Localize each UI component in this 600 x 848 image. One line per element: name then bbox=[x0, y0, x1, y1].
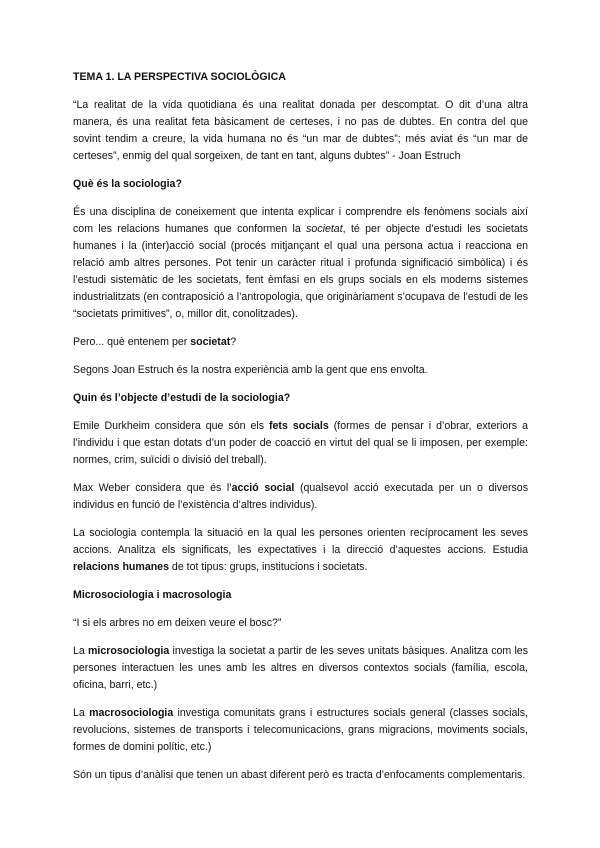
text: (qualsevol acció executada per un o diversos individus en funció de l’existència d’altres individus). bbox=[73, 482, 528, 511]
section-heading: Què és la sociologia? bbox=[73, 178, 182, 190]
bold-term: microsociologia bbox=[88, 645, 170, 657]
paragraph: “I si els arbres no em deixen veure el bosc?” bbox=[73, 617, 282, 629]
section-heading: Quin és l’objecte d’estudi de la sociologia? bbox=[73, 392, 291, 404]
document-title: TEMA 1. LA PERSPECTIVA SOCIOLÒGICA bbox=[73, 71, 286, 83]
opening-quote: “La realitat de la vida quotidiana és una realitat donada per descomptat. O dit d’una altra manera, és una realitat feta bàsicament de certeses, i no pas de dubtes. En contra del que sovint tendim a creure, la vida humana no és “un mar de dubtes”; més aviat és “un mar de certeses”, enmig del qual sorgeixen, de tant en tant, alguns dubtes” - Joan Estruch bbox=[73, 99, 528, 162]
paragraph bbox=[73, 643, 528, 694]
section-heading: Microsociologia i macrosologia bbox=[73, 589, 232, 601]
bold-term: acció social bbox=[231, 482, 295, 494]
document-page bbox=[73, 69, 528, 795]
bold-term: macrosociologia bbox=[89, 707, 174, 719]
text: Emile Durkheim considera que són els bbox=[73, 420, 269, 432]
paragraph bbox=[73, 334, 528, 351]
paragraph bbox=[73, 525, 528, 576]
bold-term: relacions humanes bbox=[73, 561, 169, 573]
paragraph bbox=[73, 204, 528, 323]
text: ? bbox=[230, 336, 237, 348]
paragraph bbox=[73, 480, 528, 514]
paragraph: Són un tipus d’anàlisi que tenen un abast diferent però es tracta d’enfocaments complementaris. bbox=[73, 769, 526, 781]
paragraph bbox=[73, 705, 528, 756]
text: investiga comunitats grans i estructures socials general (classes socials, revolucions, sistemes de transports i telecomunicacions, grans migracions, moviments socials, formes de domini polític, etc.) bbox=[73, 707, 528, 753]
text: investiga la societat a partir de les seves unitats bàsiques. Analitza com les persones interactuen les unes amb les altres en diversos contextos socials (família, escola, oficina, barri, etc.) bbox=[73, 645, 528, 691]
text: És una disciplina de coneixement que intenta explicar i comprendre els fenòmens socials així com les relacions humanes que conformen la bbox=[73, 206, 528, 235]
text: La sociologia contempla la situació en la qual les persones orienten recíprocament les seves accions. Analitza els significats, les expectatives i la direcció d’aquestes accions. Estudia bbox=[73, 527, 528, 556]
text: de tot tipus: grups, institucions i societats. bbox=[168, 561, 368, 573]
text: Max Weber considera que és l’ bbox=[73, 482, 232, 494]
text: Pero... què entenem per bbox=[73, 336, 191, 348]
bold-term: societat bbox=[190, 336, 231, 348]
paragraph: Segons Joan Estruch és la nostra experiència amb la gent que ens envolta. bbox=[73, 364, 428, 376]
text: La bbox=[73, 645, 89, 657]
text: (formes de pensar i d’obrar, exteriors a l’individu i que estan dotats d’un poder de coacció en virtut del qual se li imposen, per exemple: normes, crim, suïcidi o divisió del treball). bbox=[73, 420, 528, 466]
text: La bbox=[73, 707, 90, 719]
text: , té per objecte d’estudi les societats humanes i la (inter)acció social (procés mitjançant el qual una persona actua i reacciona en relació amb altres persones. Pot tenir un caràcter ritual i profunda significació simbòlica) i és l’estudi sistemàtic de les societats, fent èmfasi en els grups socials en els moderns sistemes industrialitzats (en contraposició a l’antropologia, que originàriament s’ocupava de l’estudi de les “societats primitives”, o, millor dit, conolitzades). bbox=[73, 223, 528, 320]
bold-term: fets socials bbox=[269, 420, 329, 432]
italic-text: societat bbox=[306, 223, 343, 235]
paragraph bbox=[73, 418, 528, 469]
